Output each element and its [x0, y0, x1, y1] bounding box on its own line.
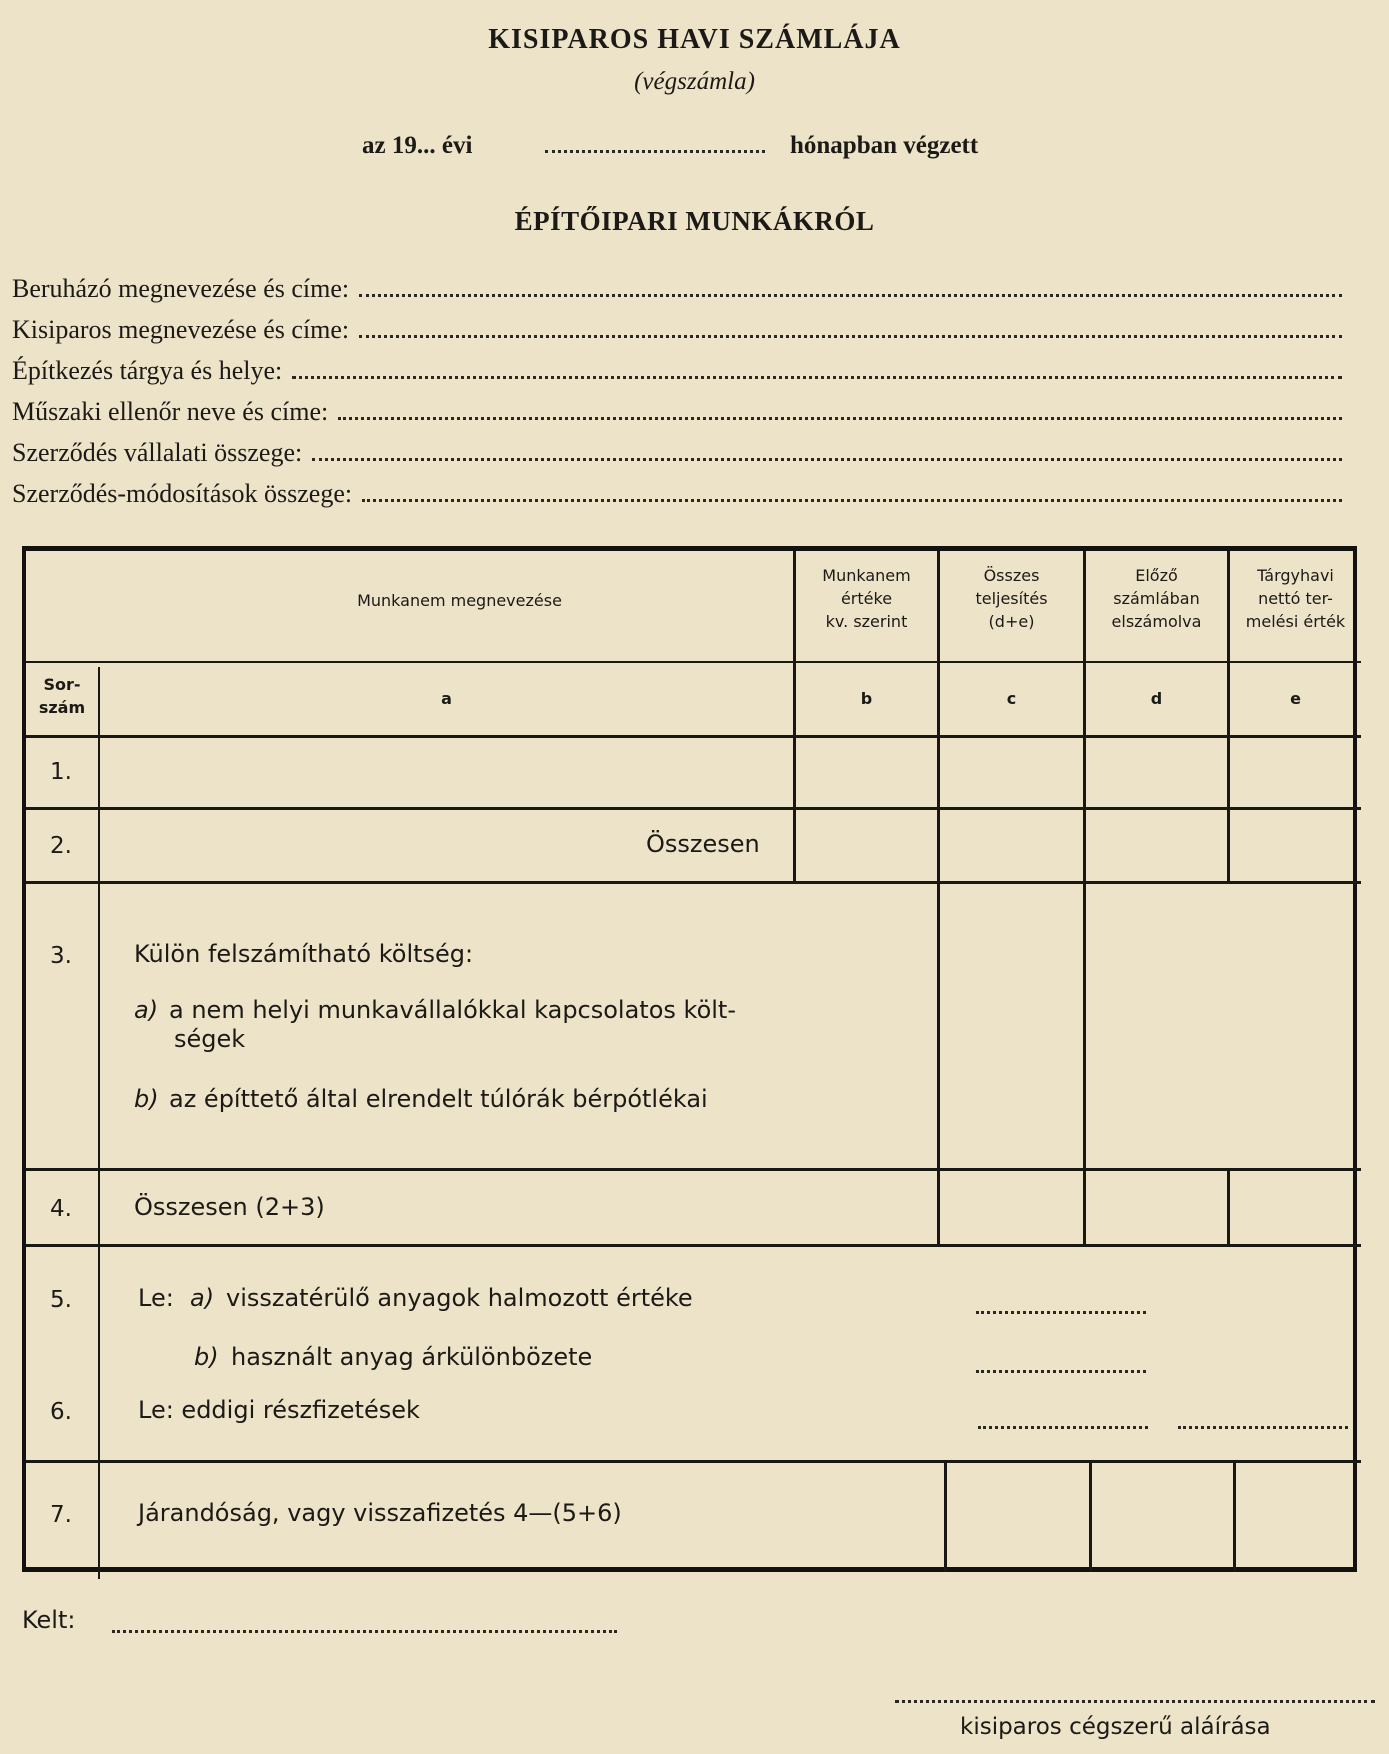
- fill-line[interactable]: [359, 317, 1342, 338]
- row-5a-mark: a): [190, 1284, 215, 1312]
- field-szerzodes-osszeg[interactable]: [12, 438, 1342, 468]
- form-heading: ÉPÍTŐIPARI MUNKÁKRÓL: [514, 206, 875, 236]
- form-title: KISIPAROS HAVI SZÁMLÁJA: [488, 24, 901, 55]
- field-szerzodes-modositas[interactable]: [12, 479, 1342, 509]
- row-5b-text: használt anyag árkülönbözete: [231, 1343, 593, 1371]
- fill-line[interactable]: [292, 358, 1342, 379]
- field-label: Építkezés tárgya és helye:: [12, 356, 283, 385]
- row-6-label: Le: eddigi részfizetések: [138, 1396, 420, 1424]
- col-header-sorszam: Sor- szám: [38, 675, 86, 717]
- row-4-label: Összesen (2+3): [134, 1193, 325, 1221]
- row-number-4: 4.: [50, 1196, 72, 1222]
- kelt-label: Kelt:: [22, 1606, 76, 1634]
- row-3b-mark: b): [134, 1085, 159, 1113]
- period-month-field[interactable]: [545, 150, 765, 153]
- row-6-amount-e[interactable]: [1178, 1422, 1348, 1429]
- field-label: Szerződés vállalati összege:: [12, 438, 303, 467]
- col-header-name: Munkanem megnevezése: [357, 591, 562, 610]
- field-beruhazo[interactable]: [12, 274, 1342, 304]
- row-3a-text: a nem helyi munkavállalókkal kapcsolatos költ-: [169, 996, 736, 1024]
- col-header-b: Munkanem értéke kv. szerint: [822, 566, 911, 631]
- row-number-5: 5.: [50, 1287, 72, 1313]
- row-5a-text: visszatérülő anyagok halmozott értéke: [226, 1284, 693, 1312]
- col-letter-b: b: [860, 689, 873, 708]
- row-5a-amount[interactable]: [976, 1307, 1146, 1314]
- row-3b-text: az építtető által elrendelt túlórák bérpótlékai: [169, 1085, 708, 1113]
- signature-label: kisiparos cégszerű aláírása: [960, 1714, 1271, 1740]
- row-5-prefix: Le:: [138, 1284, 174, 1312]
- row-number-1: 1.: [50, 759, 72, 785]
- row-6-amount-d[interactable]: [978, 1422, 1148, 1429]
- field-label: Kisiparos megnevezése és címe:: [12, 315, 350, 344]
- form-subtitle: (végszámla): [634, 68, 755, 95]
- fill-line[interactable]: [312, 440, 1342, 461]
- row-5b-mark: b): [194, 1343, 219, 1371]
- row-number-3: 3.: [50, 943, 72, 969]
- row-number-2: 2.: [50, 833, 72, 859]
- field-epitkezes[interactable]: [12, 356, 1342, 386]
- row-number-7: 7.: [50, 1502, 72, 1528]
- period-prefix: az 19... évi: [362, 132, 473, 159]
- col-letter-e: e: [1290, 689, 1301, 708]
- col-header-e: Tárgyhavi nettó ter- melési érték: [1245, 566, 1346, 631]
- field-label: Műszaki ellenőr neve és címe:: [12, 397, 329, 426]
- fill-line[interactable]: [338, 399, 1342, 420]
- field-muszaki-ellenor[interactable]: [12, 397, 1342, 427]
- row-5b-amount[interactable]: [976, 1366, 1146, 1373]
- row-3-label: Külön felszámítható költség:: [134, 940, 474, 968]
- field-kisiparos[interactable]: [12, 315, 1342, 345]
- period-suffix: hónapban végzett: [790, 132, 979, 159]
- col-header-c: Összes teljesítés (d+e): [975, 566, 1048, 631]
- col-letter-c: c: [1006, 689, 1017, 708]
- fill-line[interactable]: [359, 276, 1342, 297]
- kelt-field[interactable]: [112, 1630, 617, 1633]
- row-7-label: Járandóság, vagy visszafizetés 4—(5+6): [138, 1499, 622, 1527]
- col-letter-d: d: [1150, 689, 1163, 708]
- signature-line[interactable]: [895, 1700, 1375, 1703]
- row-3a-mark: a): [134, 996, 159, 1024]
- col-letter-a: a: [441, 689, 452, 708]
- row-2-label: Összesen: [646, 830, 760, 858]
- invoice-table: [22, 546, 1357, 1572]
- row-3a-text-cont: ségek: [174, 1025, 246, 1053]
- col-header-d: Előző számlában elszámolva: [1111, 566, 1202, 631]
- field-label: Beruházó megnevezése és címe:: [12, 274, 350, 303]
- row-number-6: 6.: [50, 1399, 72, 1425]
- field-label: Szerződés-módosítások összege:: [12, 479, 353, 508]
- fill-line[interactable]: [362, 481, 1342, 502]
